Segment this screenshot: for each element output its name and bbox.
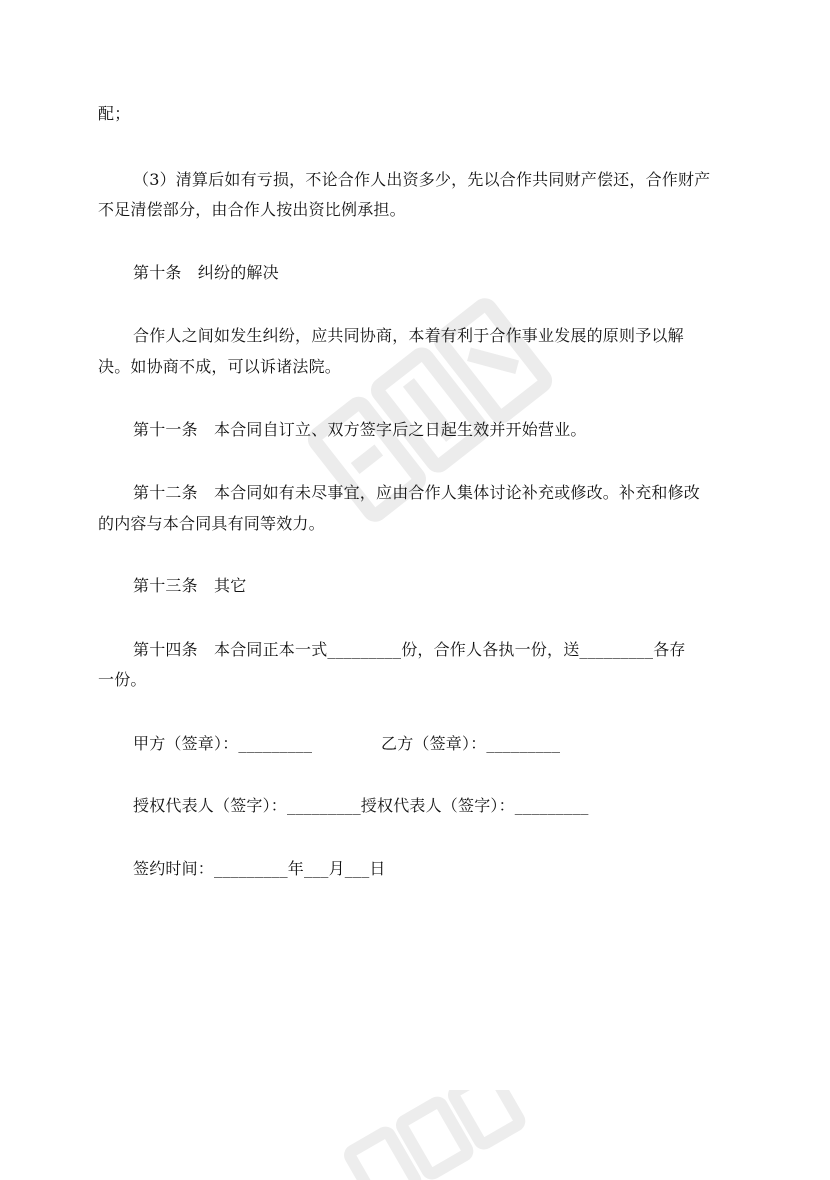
article-12: 第十二条 本合同如有未尽事宜，应由合作人集体讨论补充或修改。补充和修改: [133, 483, 701, 502]
party-b-signature: 乙方（签章）：_________: [381, 734, 561, 753]
signing-date: 签约时间：_________年___月___日: [133, 859, 386, 878]
clause-text-line: 一份。: [98, 670, 147, 689]
clause-text-line: 的内容与本合同具有同等效力。: [98, 514, 325, 533]
clause-text-line: （3）清算后如有亏损，不论合作人出资多少，先以合作共同财产偿还，合作财产: [133, 170, 711, 189]
clause-text-line: 合作人之间如发生纠纷，应共同协商，本着有利于合作事业发展的原则予以解: [133, 326, 684, 345]
clause-text-line: 配；: [98, 104, 131, 123]
watermark-graphic-bottom: [330, 1090, 530, 1180]
representative-signatures: 授权代表人（签字）：_________授权代表人（签字）：_________: [133, 796, 589, 815]
article-heading-10: 第十条 纠纷的解决: [133, 263, 279, 282]
article-heading-13: 第十三条 其它: [133, 576, 247, 595]
article-14: 第十四条 本合同正本一式_________份，合作人各执一份，送_________各存: [133, 640, 686, 659]
clause-text-line: 不足清偿部分，由合作人按出资比例承担。: [98, 200, 406, 219]
article-11: 第十一条 本合同自订立、双方签字后之日起生效并开始营业。: [133, 420, 587, 439]
clause-text-line: 决。如协商不成，可以诉诸法院。: [98, 357, 342, 376]
party-a-signature: 甲方（签章）：_________: [133, 734, 313, 753]
